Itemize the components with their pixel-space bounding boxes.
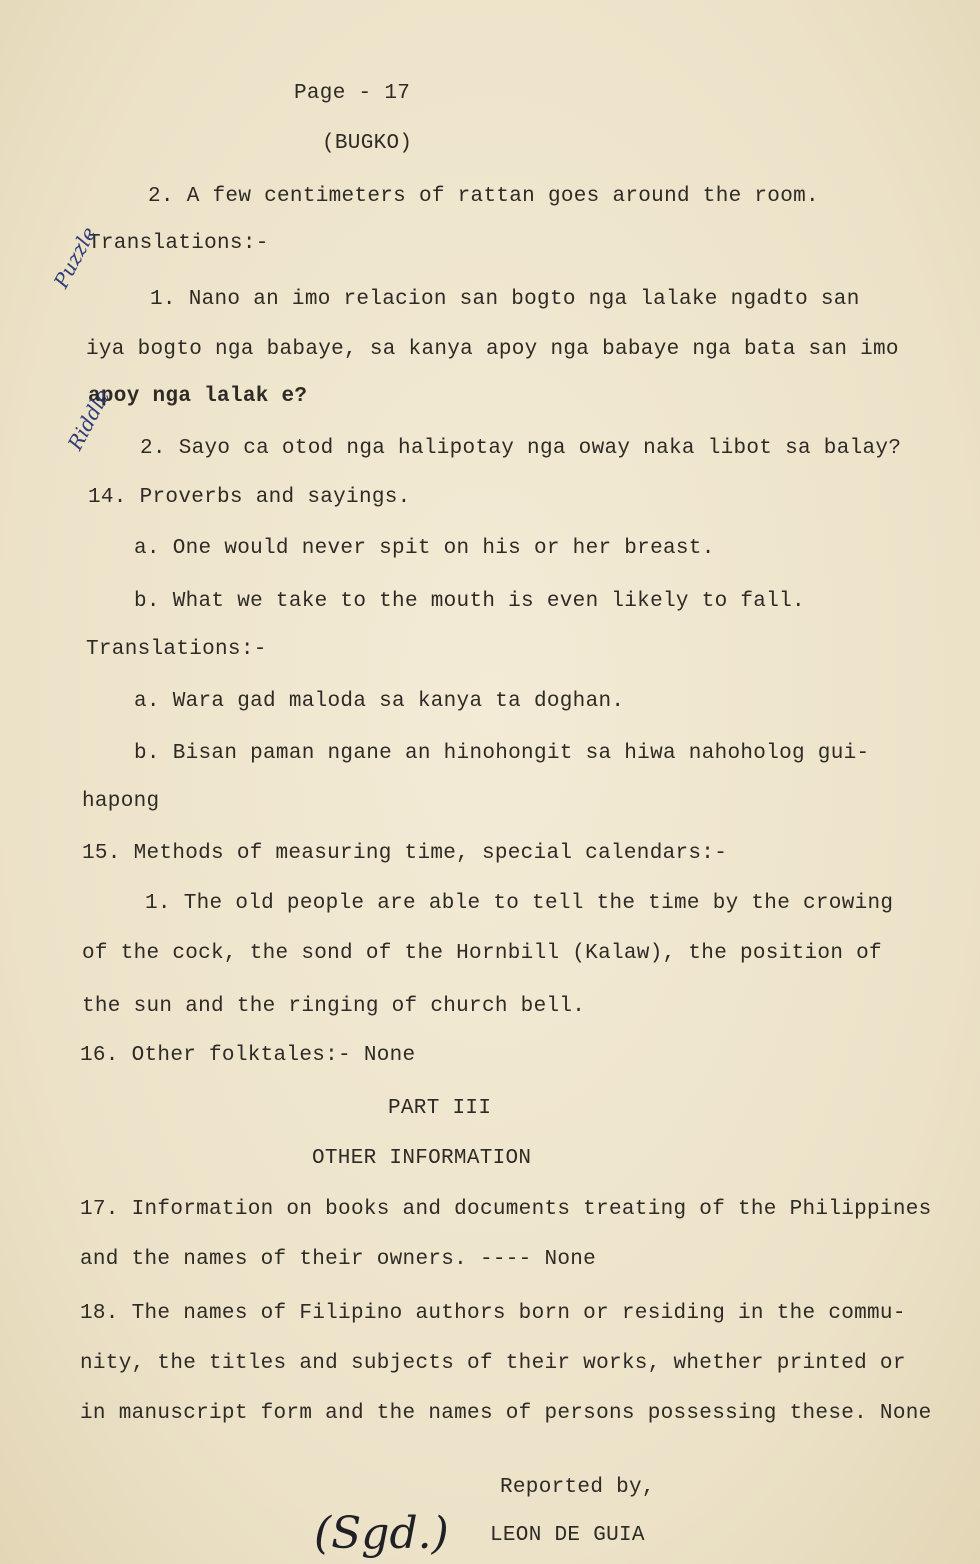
proverb-b: b. What we take to the mouth is even likely to fall. [134,590,805,613]
reporter-name: LEON DE GUIA [490,1524,645,1547]
method-1-line-1: 1. The old people are able to tell the time by the crowing [145,892,894,915]
item-18-line-3: in manuscript form and the names of persons possessing these. None [80,1402,932,1425]
item-18-line-1: 18. The names of Filipino authors born or residing in the commu- [80,1302,906,1325]
method-1-line-2: of the cock, the sond of the Hornbill (Kalaw), the position of [82,942,882,965]
translations-heading-2: Translations:- [86,638,267,661]
item-18-line-2: nity, the titles and subjects of their works, whether printed or [80,1352,906,1375]
part-title: OTHER INFORMATION [312,1147,532,1170]
margin-note-puzzle: Puzzle [48,222,101,292]
item-16-text: 16. Other folktales:- None [80,1044,416,1067]
proverb-translation-b-line-1: b. Bisan paman ngane an hinohongit sa hiwa nahoholog gui- [134,742,870,765]
proverb-a: a. One would never spit on his or her breast. [134,537,715,560]
item-17-line-1: 17. Information on books and documents treating of the Philippines [80,1198,932,1221]
proverb-translation-b-line-2: hapong [82,790,160,813]
translation-1-line-1: 1. Nano an imo relacion san bogto nga lalake ngadto san [150,288,860,311]
part-heading: PART III [388,1097,492,1120]
translation-2-text: 2. Sayo ca otod nga halipotay nga oway naka libot sa balay? [140,437,902,460]
signature-sgd: (Sgd.) [314,1508,449,1559]
reported-by-label: Reported by, [500,1476,655,1499]
method-1-line-3: the sun and the ringing of church bell. [82,995,586,1018]
margin-note-riddle: Riddle [62,385,115,454]
proverb-translation-a: a. Wara gad maloda sa kanya ta doghan. [134,690,625,713]
item-15-heading: 15. Methods of measuring time, special calendars:- [82,842,728,865]
page-number: Page - 17 [294,82,411,105]
translation-1-line-2: iya bogto nga babaye, sa kanya apoy nga babaye nga bata san imo [86,338,899,361]
translation-1-line-3: apoy nga lalak e? [88,385,308,408]
item-17-line-2: and the names of their owners. ---- None [80,1248,597,1271]
translations-heading-1: Translations:- [88,232,269,255]
item-14-heading: 14. Proverbs and sayings. [88,486,411,509]
riddle-2-text: 2. A few centimeters of rattan goes around the room. [148,185,819,208]
section-title: (BUGKO) [322,132,413,155]
